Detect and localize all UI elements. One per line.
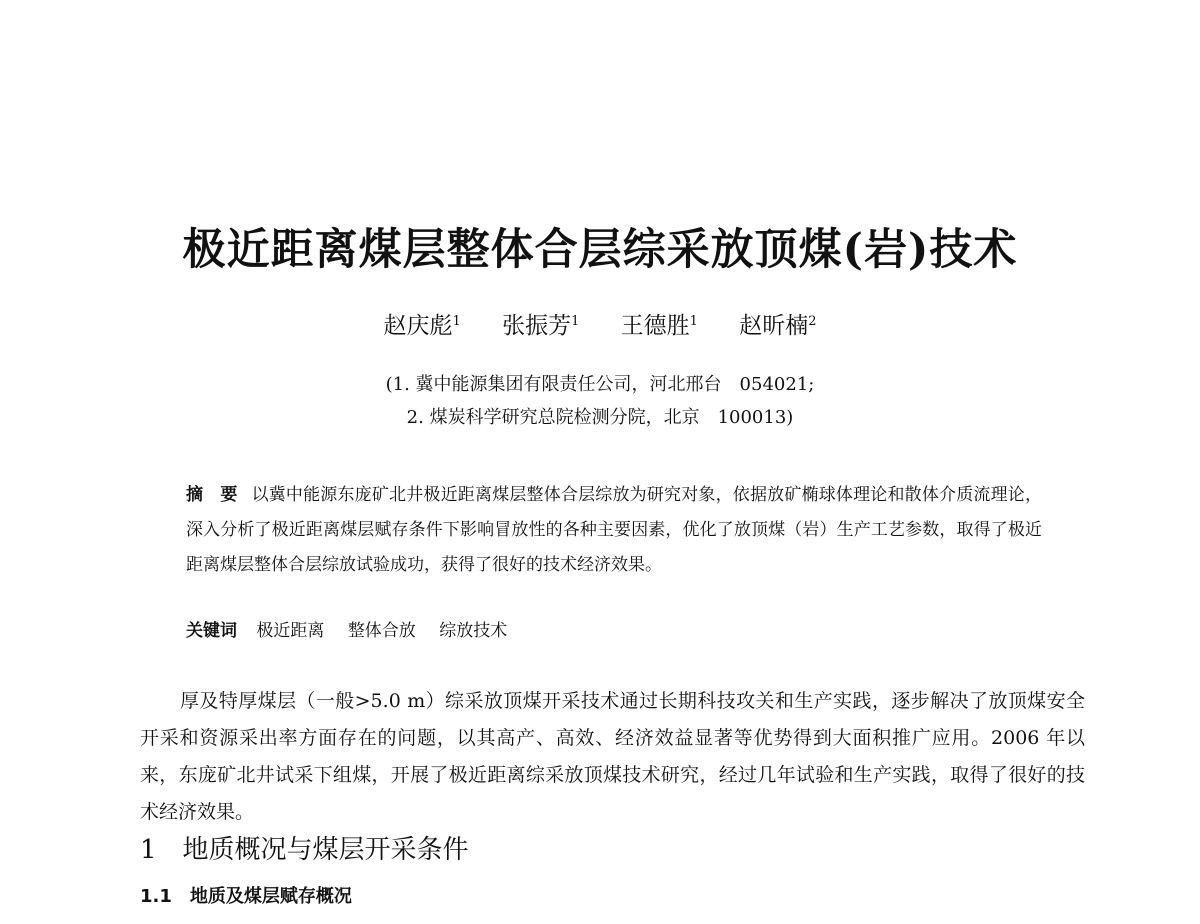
author-name: 王德胜 (620, 313, 690, 339)
author-affiliation-mark: 1 (452, 314, 461, 329)
affiliations (0, 368, 1200, 434)
keywords (186, 614, 1042, 649)
affiliation-line: 2. 煤炭科学研究总院检测分院，北京 100013) (406, 407, 794, 428)
keyword: 极近距离 (256, 621, 325, 641)
abstract-text: 以冀中能源东庞矿北井极近距离煤层整体合层综放为研究对象，依据放矿椭球体理论和散体介质流理论，深入分析了极近距离煤层赋存条件下影响冒放性的各种主要因素，优化了放顶煤（岩）生产工艺参数，取得了极近距离煤层整体合层综放试验成功，获得了很好的技术经济效果。 (186, 485, 1042, 575)
author (502, 306, 579, 346)
author-affiliation-mark: 1 (571, 314, 580, 329)
affiliation-line: (1. 冀中能源集团有限责任公司，河北邢台 054021; (385, 374, 815, 395)
abstract (186, 478, 1042, 583)
intro-paragraph: 厚及特厚煤层（一般>5.0 m）综采放顶煤开采技术通过长期科技攻关和生产实践，逐步解决了放顶煤安全开采和资源采出率方面存在的问题，以其高产、高效、经济效益显著等优势得到大面积推广应用。2006 年以来，东庞矿北井试采下组煤，开展了极近距离综采放顶煤技术研究，经过几年试验和生产实践，取得了很好的技术经济效果。 (140, 690, 1085, 823)
author-name: 赵昕楠 (739, 313, 809, 339)
paper-title: 极近距离煤层整体合层综采放顶煤(岩)技术 (182, 225, 1018, 275)
keywords-label: 关键词 (186, 621, 237, 641)
author-affiliation-mark: 1 (689, 314, 698, 329)
author (739, 306, 816, 346)
author (383, 306, 460, 346)
author-name: 赵庆彪 (383, 313, 453, 339)
keyword: 综放技术 (439, 621, 508, 641)
section-heading (140, 830, 469, 870)
author-list (0, 306, 1200, 346)
author-name: 张振芳 (502, 313, 572, 339)
keyword: 整体合放 (347, 621, 416, 641)
section-title: 地质概况与煤层开采条件 (182, 835, 469, 865)
author (621, 306, 698, 346)
author-affiliation-mark: 2 (808, 314, 817, 329)
section-number: 1 (140, 835, 157, 865)
subsection-number: 1.1 (140, 886, 172, 907)
subsection-title: 地质及煤层赋存概况 (189, 886, 352, 907)
subsection-heading (140, 882, 352, 912)
abstract-label: 摘 要 (186, 485, 238, 505)
